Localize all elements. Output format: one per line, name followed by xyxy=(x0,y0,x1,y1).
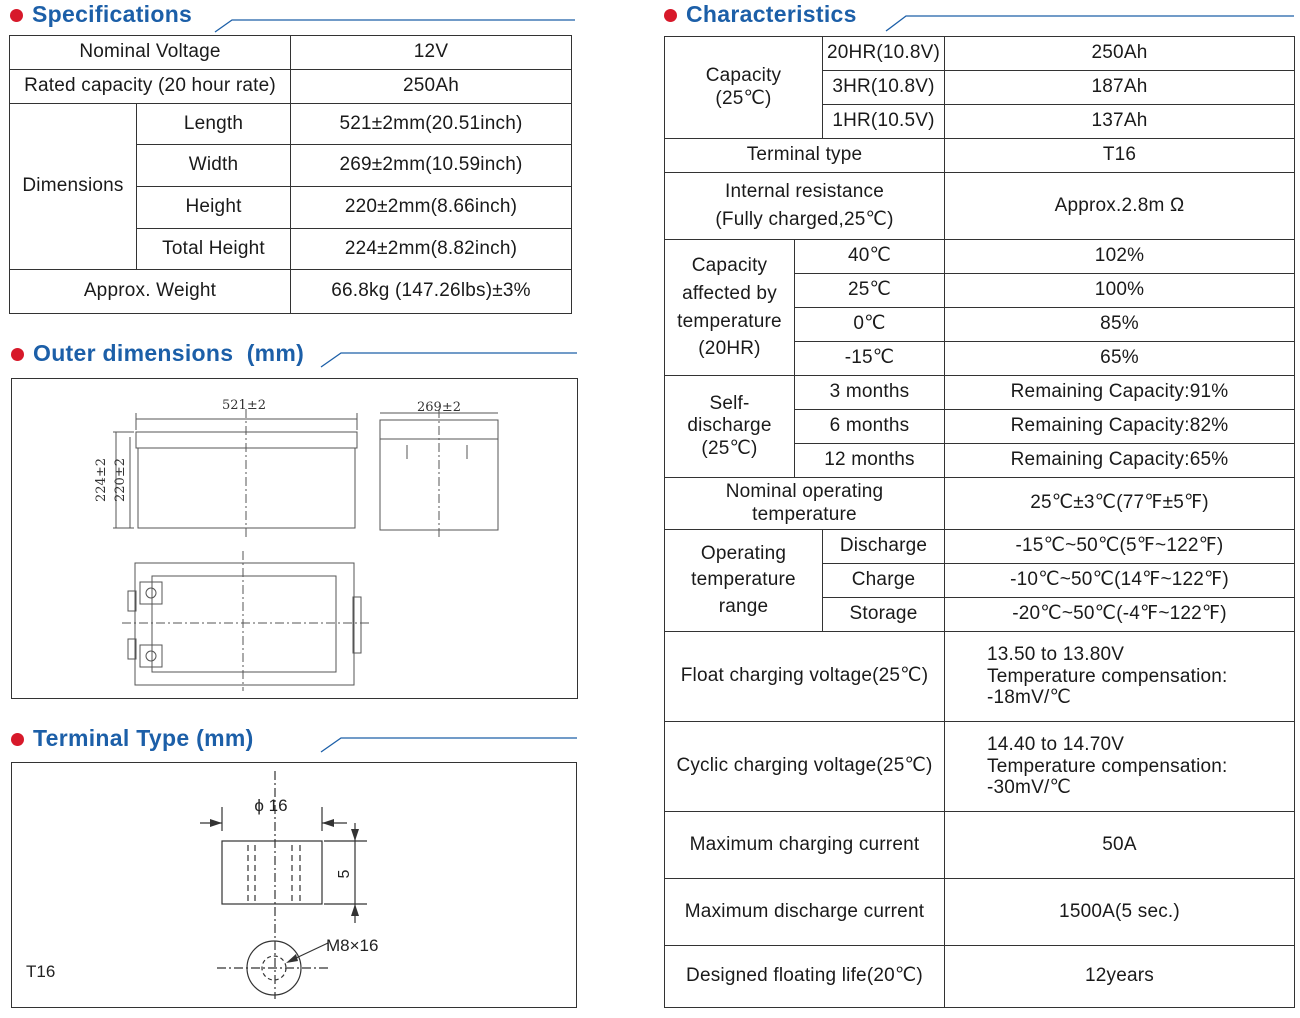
table-row xyxy=(665,173,1295,240)
float-charging-line: 13.50 to 13.80V xyxy=(987,643,1125,665)
temp-capacity-value: 65% xyxy=(945,342,1295,376)
operating-mode: Charge xyxy=(823,564,945,598)
cyclic-charging-label: Cyclic charging voltage(25℃) xyxy=(665,722,945,812)
operating-range-value: -10℃~50℃(14℉~122℉) xyxy=(945,564,1295,598)
self-discharge-value: Remaining Capacity:91% xyxy=(945,376,1295,410)
table-row xyxy=(10,36,572,70)
table-row xyxy=(665,946,1295,1008)
operating-range-value: -20℃~50℃(-4℉~122℉) xyxy=(945,598,1295,632)
temp-value: 25℃ xyxy=(795,274,945,308)
operating-mode: Storage xyxy=(823,598,945,632)
nominal-temp-value: 25℃±3℃(77℉±5℉) xyxy=(945,478,1295,530)
self-discharge-value: Remaining Capacity:65% xyxy=(945,444,1295,478)
temp-capacity-line: temperature xyxy=(677,310,782,332)
nominal-temp-line: temperature xyxy=(752,503,857,525)
nominal-temp-label xyxy=(665,478,945,530)
spec-label: Nominal Voltage xyxy=(10,36,291,70)
operating-range-line: Operating xyxy=(700,542,787,564)
capacity-value: 137Ah xyxy=(945,105,1295,139)
bolt-size-label: M8×16 xyxy=(326,936,379,955)
internal-resistance-label xyxy=(665,173,945,240)
self-discharge-period: 3 months xyxy=(795,376,945,410)
outer-dimensions-title: Outer dimensions (mm) xyxy=(33,340,305,366)
temp-value: -15℃ xyxy=(795,342,945,376)
spec-label: Total Height xyxy=(137,229,291,270)
cyclic-charging-line: -30mV/℃ xyxy=(987,777,1071,799)
cyclic-charging-value xyxy=(945,722,1295,812)
spec-value: 220±2mm(8.66inch) xyxy=(291,187,572,229)
temp-value: 40℃ xyxy=(795,240,945,274)
terminal-type-label: T16 xyxy=(26,962,56,981)
spec-label: Approx. Weight xyxy=(10,270,291,314)
table-row xyxy=(665,722,1295,812)
operating-range-value: -15℃~50℃(5℉~122℉) xyxy=(945,530,1295,564)
table-row xyxy=(665,37,1295,71)
table-row xyxy=(10,270,572,314)
cyclic-charging-line: Temperature compensation: xyxy=(987,755,1228,777)
operating-range-line: range xyxy=(718,595,769,617)
operating-range-label xyxy=(665,530,823,632)
spec-value: 250Ah xyxy=(291,70,572,104)
self-discharge-line: (25℃) xyxy=(701,437,758,459)
spec-value: 66.8kg (147.26lbs)±3% xyxy=(291,270,572,314)
float-charging-value xyxy=(945,632,1295,722)
table-row xyxy=(665,478,1295,530)
self-discharge-period: 6 months xyxy=(795,410,945,444)
capacity-rate: 3HR(10.8V) xyxy=(823,71,945,105)
cyclic-charging-line: 14.40 to 14.70V xyxy=(987,733,1125,755)
internal-resistance-line: Internal resistance xyxy=(724,181,885,203)
outer-dimensions-drawing xyxy=(11,378,578,699)
height-dimension-label: 220±2 xyxy=(113,458,128,502)
temp-capacity-line: affected by xyxy=(682,282,777,304)
table-row xyxy=(665,240,1295,274)
characteristics-table xyxy=(664,36,1295,1008)
spec-value: 12V xyxy=(291,36,572,70)
max-charge-label: Maximum charging current xyxy=(665,812,945,879)
bullet-dot-icon xyxy=(664,9,677,22)
spec-label: Width xyxy=(137,145,291,187)
temp-capacity-line: Capacity xyxy=(691,255,768,277)
capacity-label-line: Capacity xyxy=(705,65,782,87)
temp-capacity-line: (20HR) xyxy=(698,338,761,360)
self-discharge-line: Self-discharge xyxy=(687,392,772,437)
table-row xyxy=(665,879,1295,946)
nominal-temp-line: Nominal operating xyxy=(725,481,884,503)
total-height-dimension-label: 224±2 xyxy=(94,458,109,502)
float-charging-label: Float charging voltage(25℃) xyxy=(665,632,945,722)
specifications-header xyxy=(10,1,575,34)
capacity-label xyxy=(665,37,823,139)
spec-label: Height xyxy=(137,187,291,229)
terminal-type-header xyxy=(11,725,577,758)
terminal-outline-drawing xyxy=(12,763,576,1007)
floating-life-value: 12years xyxy=(945,946,1295,1008)
float-charging-line: Temperature compensation: xyxy=(987,665,1228,687)
self-discharge-label xyxy=(665,376,795,478)
floating-life-label: Designed floating life(20℃) xyxy=(665,946,945,1008)
capacity-value: 187Ah xyxy=(945,71,1295,105)
length-dimension-label: 521±2 xyxy=(222,398,266,413)
width-dimension-label: 269±2 xyxy=(417,400,461,415)
operating-mode: Discharge xyxy=(823,530,945,564)
bullet-dot-icon xyxy=(11,348,24,361)
characteristics-header xyxy=(664,1,1294,34)
internal-resistance-value: Approx.2.8m Ω xyxy=(945,173,1295,240)
self-discharge-value: Remaining Capacity:82% xyxy=(945,410,1295,444)
spec-label: Rated capacity (20 hour rate) xyxy=(10,70,291,104)
terminal-height-label: 5 xyxy=(336,869,353,879)
spec-value: 521±2mm(20.51inch) xyxy=(291,104,572,145)
capacity-rate: 20HR(10.8V) xyxy=(823,37,945,71)
float-charging-line: -18mV/℃ xyxy=(987,687,1071,709)
bullet-dot-icon xyxy=(11,733,24,746)
self-discharge-period: 12 months xyxy=(795,444,945,478)
battery-outline-drawing xyxy=(12,379,577,698)
temp-capacity-value: 85% xyxy=(945,308,1295,342)
max-charge-value: 50A xyxy=(945,812,1295,879)
capacity-rate: 1HR(10.5V) xyxy=(823,105,945,139)
dimensions-label: Dimensions xyxy=(10,104,137,270)
specifications-title: Specifications xyxy=(32,1,193,27)
bullet-dot-icon xyxy=(10,9,23,22)
table-row xyxy=(10,104,572,145)
temp-value: 0℃ xyxy=(795,308,945,342)
diameter-label: ϕ 16 xyxy=(254,796,288,815)
temp-capacity-label xyxy=(665,240,795,376)
spec-value: 269±2mm(10.59inch) xyxy=(291,145,572,187)
spec-value: 224±2mm(8.82inch) xyxy=(291,229,572,270)
table-row xyxy=(665,376,1295,410)
temp-capacity-value: 102% xyxy=(945,240,1295,274)
max-discharge-label: Maximum discharge current xyxy=(665,879,945,946)
terminal-type-title: Terminal Type (mm) xyxy=(33,725,254,751)
specifications-table xyxy=(9,35,572,314)
table-row xyxy=(665,530,1295,564)
table-row xyxy=(665,139,1295,173)
terminal-type-row-value: T16 xyxy=(945,139,1295,173)
capacity-label-line: (25℃) xyxy=(715,87,772,109)
spec-label: Length xyxy=(137,104,291,145)
terminal-type-row-label: Terminal type xyxy=(665,139,945,173)
terminal-type-drawing xyxy=(11,762,577,1008)
outer-dimensions-header xyxy=(11,340,577,373)
table-row xyxy=(665,632,1295,722)
characteristics-title: Characteristics xyxy=(686,1,857,27)
temp-capacity-value: 100% xyxy=(945,274,1295,308)
table-row xyxy=(10,70,572,104)
operating-range-line: temperature xyxy=(691,569,796,591)
table-row xyxy=(665,812,1295,879)
max-discharge-value: 1500A(5 sec.) xyxy=(945,879,1295,946)
capacity-value: 250Ah xyxy=(945,37,1295,71)
internal-resistance-line: (Fully charged,25℃) xyxy=(715,209,894,230)
